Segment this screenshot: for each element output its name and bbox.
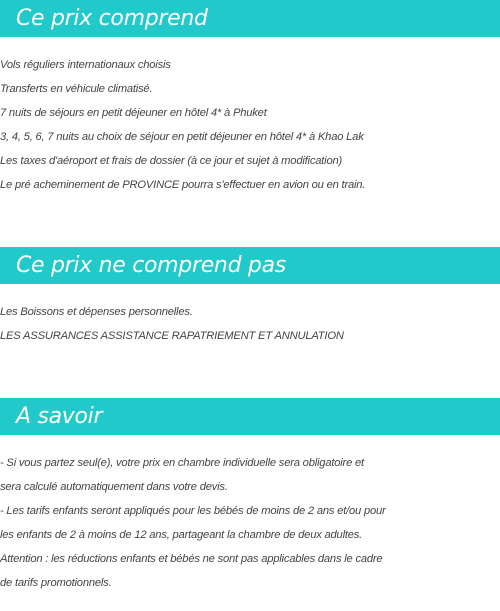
list-item: Le pré acheminement de PROVINCE pourra s'effectuer en avion ou en train. bbox=[0, 179, 366, 191]
list-item: Vols réguliers internationaux choisis bbox=[0, 59, 171, 71]
paragraph-line: - Les tarifs enfants seront appliqués pour les bébés de moins de 2 ans et/ou pour bbox=[0, 505, 386, 517]
list-item: Transferts en véhicule climatisé. bbox=[0, 83, 153, 95]
list-item: 7 nuits de séjours en petit déjeuner en hôtel 4* à Phuket bbox=[0, 107, 267, 119]
section-body-price-includes bbox=[0, 53, 500, 197]
paragraph-line: - Si vous partez seul(e), votre prix en chambre individuelle sera obligatoire et bbox=[0, 457, 364, 469]
section-header-price-excludes: Ce prix ne comprend pas bbox=[0, 247, 500, 284]
paragraph-line: sera calculé automatiquement dans votre devis. bbox=[0, 481, 228, 493]
list-item: 3, 4, 5, 6, 7 nuits au choix de séjour en petit déjeuner en hôtel 4* à Khao Lak bbox=[0, 131, 364, 143]
list-item: Les taxes d'aéroport et frais de dossier (à ce jour et sujet à modification) bbox=[0, 155, 343, 167]
section-body-good-to-know bbox=[0, 451, 500, 595]
paragraph-line: les enfants de 2 à moins de 12 ans, partageant la chambre de deux adultes. bbox=[0, 529, 363, 541]
list-item: LES ASSURANCES ASSISTANCE RAPATRIEMENT ET ANNULATION bbox=[0, 330, 344, 342]
section-header-good-to-know: A savoir bbox=[0, 398, 500, 435]
section-body-price-excludes bbox=[0, 300, 500, 348]
paragraph-line: de tarifs promotionnels. bbox=[0, 577, 112, 589]
section-header-price-includes: Ce prix comprend bbox=[0, 0, 500, 37]
list-item: Les Boissons et dépenses personnelles. bbox=[0, 306, 193, 318]
paragraph-line: Attention : les réductions enfants et bébés ne sont pas applicables dans le cadre bbox=[0, 553, 383, 565]
